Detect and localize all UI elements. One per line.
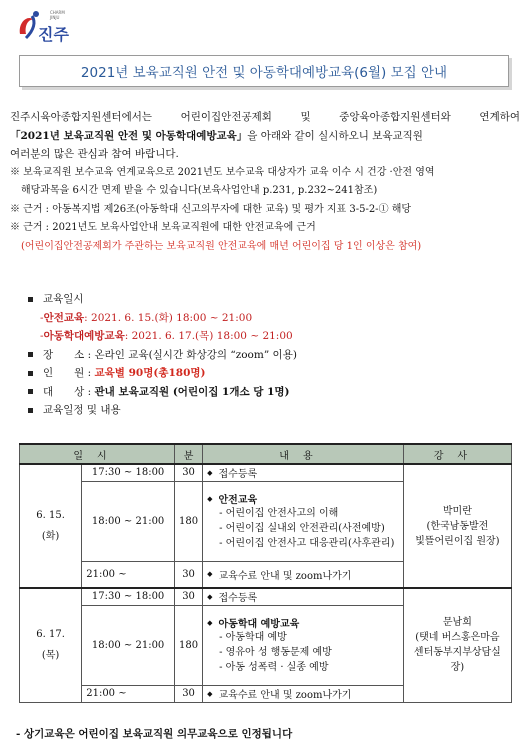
time-cell: 21:00 ~ <box>82 685 175 702</box>
header-datetime: 일시 <box>20 444 175 464</box>
abuse-schedule: - 아동학대예방교육 : 2021. 6. 17.(목) 18:00 ~ 21:00 <box>28 327 518 346</box>
day-date: 6. 15. <box>36 510 65 521</box>
list-item: - 영유아 성 행동문제 예방 <box>219 647 332 658</box>
intro-word: 중앙육아종합지원센터와 <box>339 111 451 123</box>
note-3: ※ 근거 : 2021년도 보육사업안내 보육교직원에 대한 안전교육에 근거 <box>10 222 316 233</box>
diamond-bullet-icon: ◆ <box>207 592 213 601</box>
intro-program-name: 「2021년 보육교직원 안전 및 아동학대예방교육」 <box>10 129 248 142</box>
header-instructor: 강사 <box>403 444 511 464</box>
content-cell <box>203 464 404 481</box>
intro-line-2 <box>10 127 520 146</box>
instructor-org: (한국남동발전 <box>426 520 489 532</box>
schedule-heading <box>28 290 518 309</box>
content-list <box>207 630 399 675</box>
minutes-cell: 30 <box>175 685 203 702</box>
content-title: 안전교육 <box>218 495 258 506</box>
bullet-square-icon <box>28 389 33 394</box>
note-3-red: (어린이집안전공제회가 주관하는 보육교직원 안전교육에 매년 어린이집 당 1인 이상은 참여) <box>21 240 422 252</box>
intro-word: 및 <box>300 111 311 123</box>
diamond-bullet-icon: ◆ <box>207 618 213 627</box>
diamond-bullet-icon: ◆ <box>207 494 213 503</box>
time-cell: 21:00 ~ <box>82 561 175 588</box>
staff-value: 교육별 90명(총180명) <box>94 367 206 379</box>
content-title: 접수등록 <box>218 593 258 605</box>
note-1-cont: 해당과목을 6시간 면제 받을 수 있습니다(보육사업안내 p.231, p.232~241참조) <box>21 185 378 196</box>
abuse-value: : 2021. 6. 17.(목) 18:00 ~ 21:00 <box>124 330 293 342</box>
info-sections <box>28 290 518 420</box>
page-title-box <box>19 55 509 87</box>
place-label: 장 소 : <box>43 348 92 361</box>
bullet-square-icon <box>28 371 33 376</box>
place-row <box>28 346 518 365</box>
logo-text: 진주 <box>38 25 69 44</box>
logo-latin: CHARM JINJU <box>50 10 65 20</box>
schedule-table <box>19 443 512 703</box>
instructor-role: 빛뜰어린이집 원장) <box>415 535 500 547</box>
content-cell <box>203 588 404 605</box>
list-item: - 어린이집 실내외 안전관리(사전예방) <box>219 523 385 534</box>
bullet-square-icon <box>28 352 33 357</box>
staff-row <box>28 364 518 383</box>
safety-label: 안전교육 <box>43 311 85 324</box>
time-cell: 18:00 ~ 21:00 <box>82 605 175 685</box>
instructor-role: 센터동부지부상담실장) <box>413 647 501 674</box>
minutes-cell: 30 <box>175 464 203 481</box>
header-minutes: 분 <box>175 444 203 464</box>
day-date: 6. 17. <box>36 629 65 641</box>
diamond-bullet-icon: ◆ <box>207 570 213 579</box>
footer-note: - 상기교육은 어린이집 보육교직원 의무교육으로 인정됩니다 <box>16 728 293 740</box>
target-label: 대 상 : <box>43 385 92 398</box>
minutes-cell: 30 <box>175 588 203 605</box>
target-value: 관내 보육교직원 (어린이집 1개소 당 1명) <box>94 385 290 398</box>
content-title: 교육수료 안내 및 zoom나가기 <box>218 570 352 582</box>
content-title: 교육수료 안내 및 zoom나가기 <box>218 690 352 701</box>
plan-label: 교육일정 및 내용 <box>43 404 121 416</box>
time-cell: 18:00 ~ 21:00 <box>82 481 175 561</box>
bullet-square-icon <box>28 297 33 302</box>
content-list <box>207 506 399 551</box>
intro-word: 진주시육아종합지원센터에서는 <box>10 111 153 123</box>
place-value: 온라인 교육(실시간 화상강의 “zoom” 이용) <box>94 348 297 361</box>
day-cell <box>20 588 82 702</box>
day-weekday: (화) <box>41 531 60 542</box>
diamond-bullet-icon: ◆ <box>207 468 213 477</box>
target-row <box>28 383 518 402</box>
instructor-name: 문남희 <box>442 617 472 629</box>
intro-word: 어린이집안전공제회 <box>180 111 272 123</box>
time-cell: 17:30 ~ 18:00 <box>82 588 175 605</box>
intro-line-3: 여러분의 많은 관심과 참여 바랍니다. <box>10 148 179 160</box>
table-header-row <box>20 444 512 464</box>
minutes-cell: 180 <box>175 605 203 685</box>
note-1: ※ 보육교직원 보수교육 연계교육으로 2021년도 보수교육 대상자가 교육 이수 시 건강 ·안전 영역 <box>10 166 435 178</box>
bullet-square-icon <box>28 408 33 413</box>
table-row <box>20 588 512 605</box>
list-item: - 아동학대 예방 <box>219 632 287 643</box>
day-cell <box>20 464 82 588</box>
intro-word: 연계하여 <box>479 111 520 123</box>
content-title: 아동학대 예방교육 <box>218 619 300 630</box>
content-cell <box>203 481 404 561</box>
note-2: ※ 근거 : 아동복지법 제26조(아동학대 신고의무자에 대한 교육) 및 평가 지표 3-5-2-① 해당 <box>10 203 412 215</box>
abuse-label: 아동학대예방교육 <box>43 330 125 342</box>
plan-heading <box>28 401 518 420</box>
intro-line-1 <box>10 108 520 127</box>
instructor-cell <box>403 464 511 588</box>
content-title: 접수등록 <box>218 469 258 481</box>
list-item: - 아동 성폭력 · 실종 예방 <box>219 662 329 673</box>
list-item: - 어린이집 안전사고 대응관리(사후관리) <box>219 538 395 549</box>
minutes-cell: 180 <box>175 481 203 561</box>
page-title: 2021년 보육교직원 안전 및 아동학대예방교육(6월) 모집 안내 <box>80 65 448 81</box>
intro-line-2-rest: 을 아래와 같이 실시하오니 보육교직원 <box>247 129 423 142</box>
content-cell <box>203 561 404 588</box>
minutes-cell: 30 <box>175 561 203 588</box>
content-cell <box>203 685 404 702</box>
table-row <box>20 464 512 481</box>
staff-label: 인 원 : <box>43 367 92 379</box>
instructor-name: 박미란 <box>442 505 472 517</box>
instructor-org: (탯네 버스홍은마음 <box>415 632 500 644</box>
instructor-cell <box>403 588 511 702</box>
day-weekday: (목) <box>41 650 60 662</box>
time-cell: 17:30 ~ 18:00 <box>82 464 175 481</box>
header-content: 내용 <box>203 444 404 464</box>
jinju-logo <box>12 8 78 48</box>
content-cell <box>203 605 404 685</box>
safety-schedule: - 안전교육 : 2021. 6. 15.(화) 18:00 ~ 21:00 <box>28 309 518 328</box>
intro-text <box>10 108 520 256</box>
list-item: - 어린이집 안전사고의 이해 <box>219 508 339 519</box>
diamond-bullet-icon: ◆ <box>207 689 213 698</box>
schedule-label: 교육일시 <box>43 293 84 305</box>
safety-value: : 2021. 6. 15.(화) 18:00 ~ 21:00 <box>84 311 253 324</box>
